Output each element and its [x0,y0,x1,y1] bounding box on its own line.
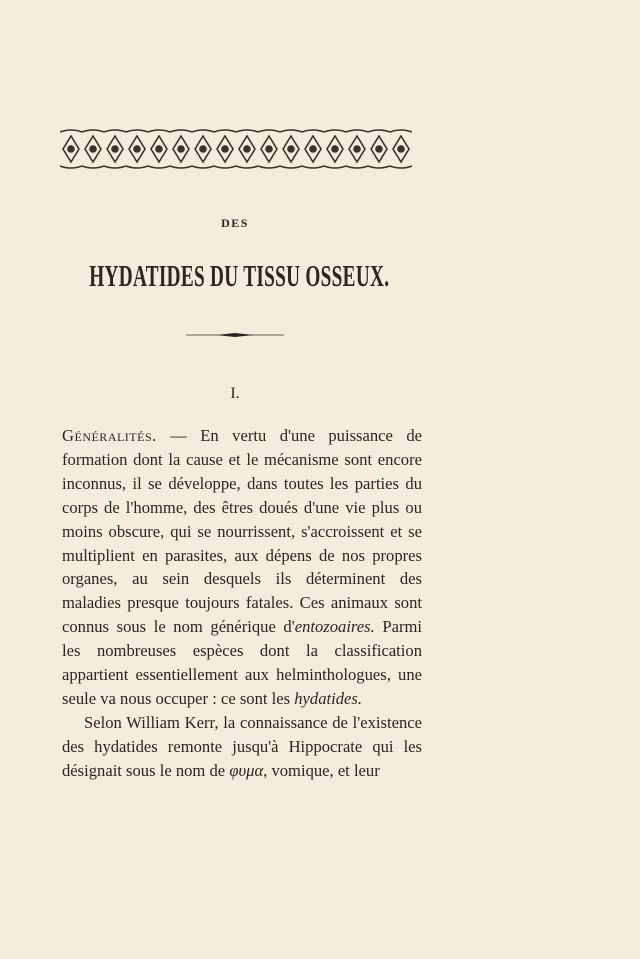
paragraph-text: , vomique, et leur [263,760,380,780]
ornament-dot [266,146,272,152]
ornament-dot [134,146,140,152]
ornament-dot [244,146,250,152]
ornament-dot [68,146,74,152]
title-rule [186,330,284,340]
body-text [62,424,422,783]
paragraph-text: Selon William Kerr, la connaissance de l'existence des hydatides remonte jusqu'à Hippocrate qui les désignait sous le nom de [62,712,422,780]
pre-title: DES [221,216,249,230]
ornament-dot [376,146,382,152]
ornament-dot [112,146,118,152]
ornament-dot [288,146,294,152]
greek-word: φυμα [229,760,264,780]
italic-term: hydatides. [294,688,362,708]
italic-term: entozoaires. [294,617,375,637]
ornament-dot [398,146,404,152]
page-title: HYDATIDES DU TISSU OSSEUX. [89,258,390,293]
paragraph-kerr [62,711,422,783]
paragraph-lead: Généralités. [62,426,157,445]
ornament-dot [354,146,360,152]
paragraph-text: Parmi les nombreuses espèces dont la classification appartient essentiellement aux helminthologues, une seule va nous occuper : ce sont les [62,617,422,708]
ornament-dot [200,146,206,152]
ornament-dot [310,146,316,152]
decorative-headpiece [60,128,412,170]
section-number: I. [230,385,240,402]
paragraph-generalites [62,424,422,711]
ornament-dot [178,146,184,152]
ornament-dot [222,146,228,152]
ornament-dot [332,146,338,152]
ornament-dot [90,146,96,152]
paragraph-text: — En vertu d'une puissance de formation dont la cause et le mécanisme sont encore inconnus, il se développe, dans toutes les parties du corps de l'homme, des êtres doués d'une vie plus ou moins obscure, qui se nourrissent, s'accroissent et se multiplient en parasites, aux dépens de nos propres organes, au sein desquels ils déterminent des maladies presque toujours fatales. Ces animaux sont connus sous le nom générique d' [62,426,422,637]
ornament-dot [156,146,162,152]
